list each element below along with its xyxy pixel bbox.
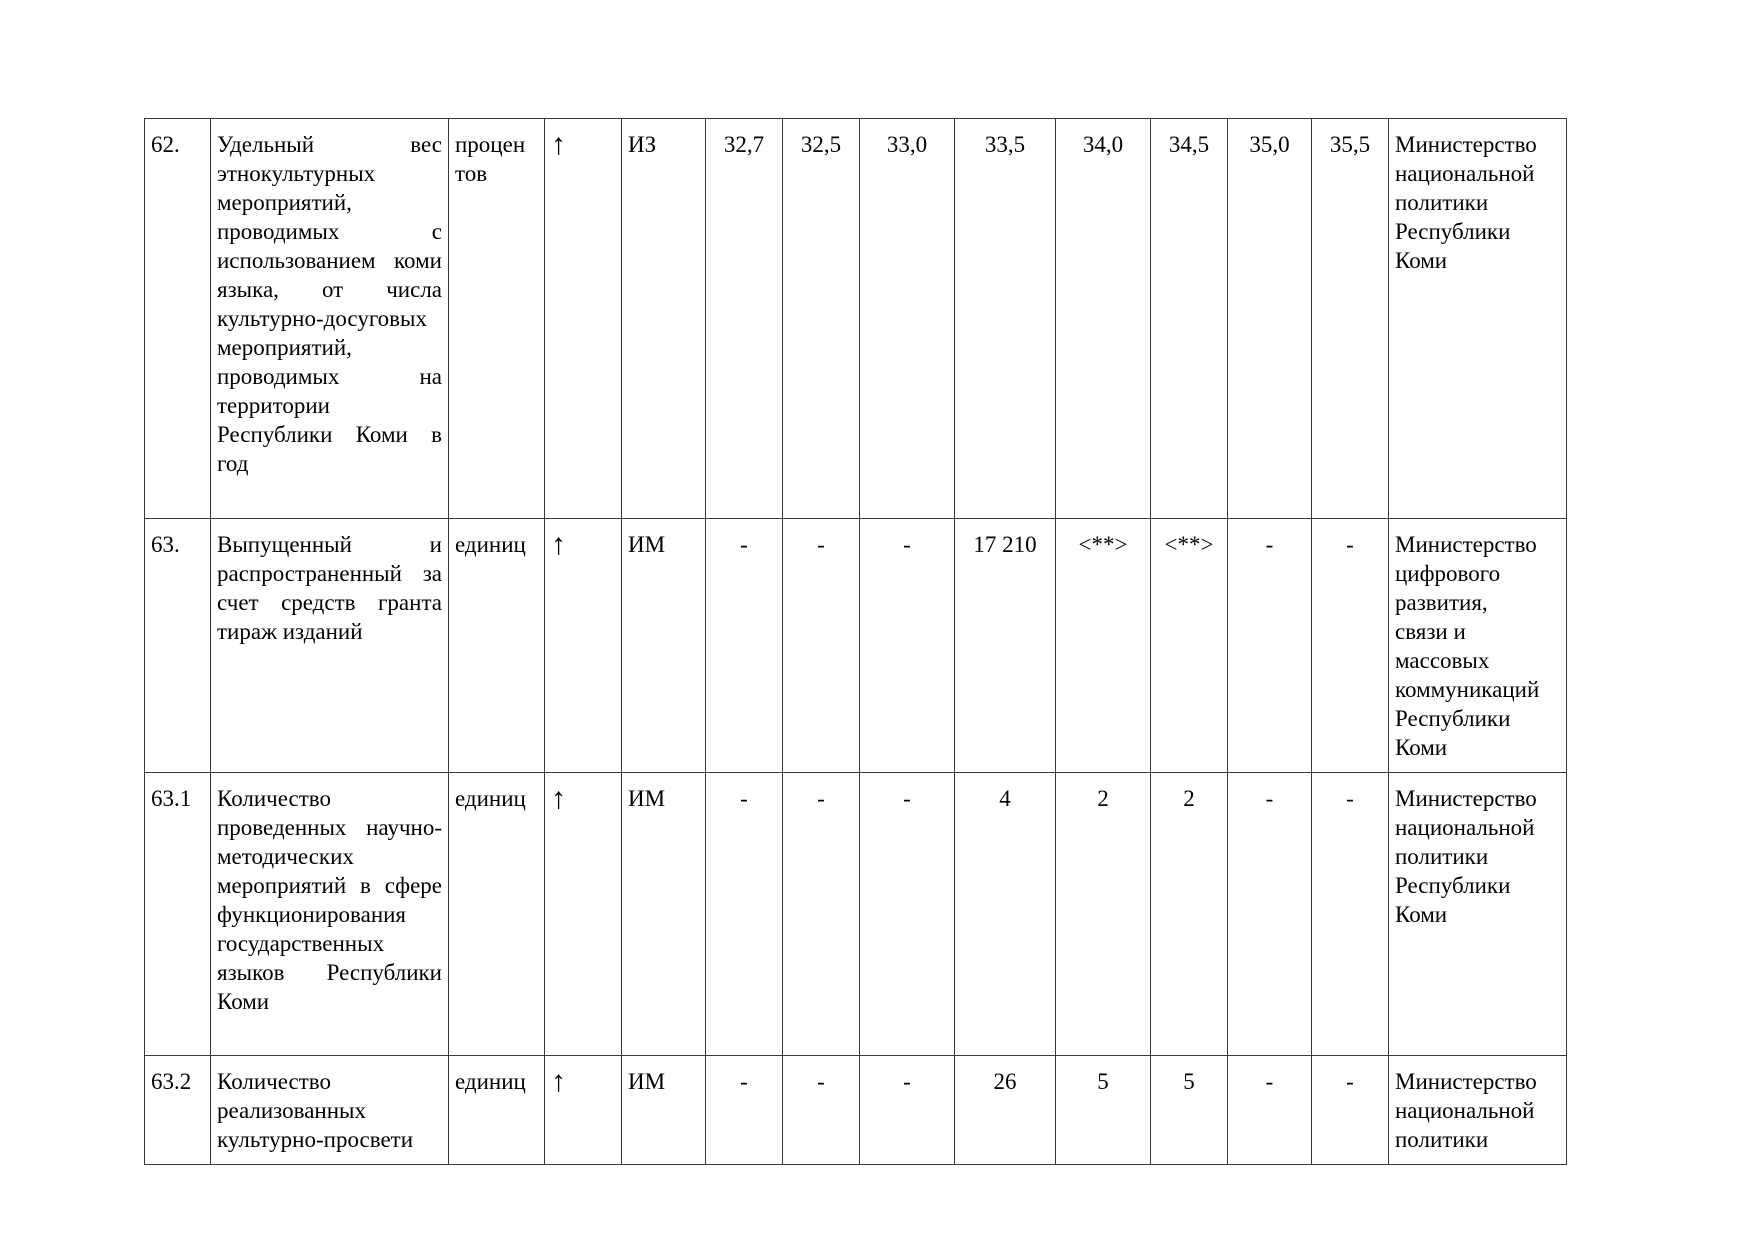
responsible-line: политики — [1395, 844, 1489, 869]
responsible-line: Министерство — [1395, 1069, 1537, 1094]
responsible-line: Министерство — [1395, 786, 1537, 811]
value-cell: 5 — [1151, 1056, 1228, 1165]
responsible-line: Республики — [1395, 873, 1511, 898]
row-number: 63.1 — [145, 773, 211, 1056]
responsible-line: политики — [1395, 1127, 1489, 1152]
value-cell: - — [783, 1056, 860, 1165]
value-cell: - — [860, 519, 955, 773]
responsible-cell — [1389, 773, 1567, 1056]
unit-line: единиц — [455, 1069, 526, 1094]
responsible-line: национальной — [1395, 161, 1535, 186]
responsible-line: развития, — [1395, 590, 1488, 615]
value-cell: - — [706, 1056, 783, 1165]
value-cell: 32,5 — [783, 119, 860, 519]
indicator-name: Количество проведенных научно-методических мероприятий в сфере функционирования государственных языков Республики Коми — [211, 773, 449, 1056]
indicator-type: ИЗ — [622, 119, 706, 519]
value-cell: 2 — [1056, 773, 1151, 1056]
value-cell: - — [706, 773, 783, 1056]
responsible-line: Республики — [1395, 219, 1511, 244]
unit-cell — [449, 519, 545, 773]
indicator-name: Выпущенный и распространенный за счет средств гранта тираж изданий — [211, 519, 449, 773]
indicator-type: ИМ — [622, 1056, 706, 1165]
indicator-type: ИМ — [622, 773, 706, 1056]
unit-line: тов — [455, 161, 488, 186]
value-cell: 35,0 — [1228, 119, 1312, 519]
indicators-table — [144, 118, 1567, 1165]
responsible-line: национальной — [1395, 1098, 1535, 1123]
value-cell: - — [1312, 519, 1389, 773]
responsible-line: национальной — [1395, 815, 1535, 840]
responsible-line: Республики — [1395, 706, 1511, 731]
value-cell: 33,0 — [860, 119, 955, 519]
unit-cell — [449, 119, 545, 519]
responsible-line: Министерство — [1395, 132, 1537, 157]
value-cell: 35,5 — [1312, 119, 1389, 519]
responsible-line: Коми — [1395, 248, 1448, 273]
up-arrow-icon: ↑ — [545, 519, 622, 773]
unit-line: единиц — [455, 786, 526, 811]
value-cell: 34,5 — [1151, 119, 1228, 519]
value-cell: 34,0 — [1056, 119, 1151, 519]
value-cell: - — [1228, 773, 1312, 1056]
indicator-name: Удельный вес этнокультурных мероприятий, проводимых с использованием коми языка, от числа культурно-досуговых мероприятий, проводимых на территории Республики Коми в год — [211, 119, 449, 519]
value-cell: <**> — [1056, 519, 1151, 773]
responsible-line: цифрового — [1395, 561, 1501, 586]
value-cell: 2 — [1151, 773, 1228, 1056]
responsible-line: Министерство — [1395, 532, 1537, 557]
unit-cell — [449, 1056, 545, 1165]
responsible-cell — [1389, 119, 1567, 519]
table-row — [145, 773, 1567, 1056]
value-cell: 5 — [1056, 1056, 1151, 1165]
value-cell: 17 210 — [955, 519, 1056, 773]
value-cell: - — [1312, 1056, 1389, 1165]
unit-cell — [449, 773, 545, 1056]
table-row — [145, 519, 1567, 773]
row-number: 63. — [145, 519, 211, 773]
unit-line: единиц — [455, 532, 526, 557]
up-arrow-icon: ↑ — [545, 119, 622, 519]
unit-line: процен — [455, 132, 526, 157]
value-cell: 26 — [955, 1056, 1056, 1165]
value-cell: - — [783, 773, 860, 1056]
responsible-line: Коми — [1395, 735, 1448, 760]
up-arrow-icon: ↑ — [545, 1056, 622, 1165]
value-cell: - — [706, 519, 783, 773]
responsible-cell — [1389, 519, 1567, 773]
up-arrow-icon: ↑ — [545, 773, 622, 1056]
value-cell: 33,5 — [955, 119, 1056, 519]
value-cell: 4 — [955, 773, 1056, 1056]
responsible-line: связи и — [1395, 619, 1466, 644]
value-cell: <**> — [1151, 519, 1228, 773]
value-cell: - — [1228, 519, 1312, 773]
value-cell: - — [783, 519, 860, 773]
value-cell: - — [1228, 1056, 1312, 1165]
indicator-name: Количество реализованных культурно-просвети — [211, 1056, 449, 1165]
responsible-line: коммуникаций — [1395, 677, 1540, 702]
table-row — [145, 1056, 1567, 1165]
responsible-cell — [1389, 1056, 1567, 1165]
indicator-type: ИМ — [622, 519, 706, 773]
responsible-line: Коми — [1395, 902, 1448, 927]
value-cell: - — [860, 773, 955, 1056]
row-number: 62. — [145, 119, 211, 519]
table-row — [145, 119, 1567, 519]
value-cell: - — [1312, 773, 1389, 1056]
responsible-line: массовых — [1395, 648, 1490, 673]
value-cell: - — [860, 1056, 955, 1165]
value-cell: 32,7 — [706, 119, 783, 519]
responsible-line: политики — [1395, 190, 1489, 215]
row-number: 63.2 — [145, 1056, 211, 1165]
